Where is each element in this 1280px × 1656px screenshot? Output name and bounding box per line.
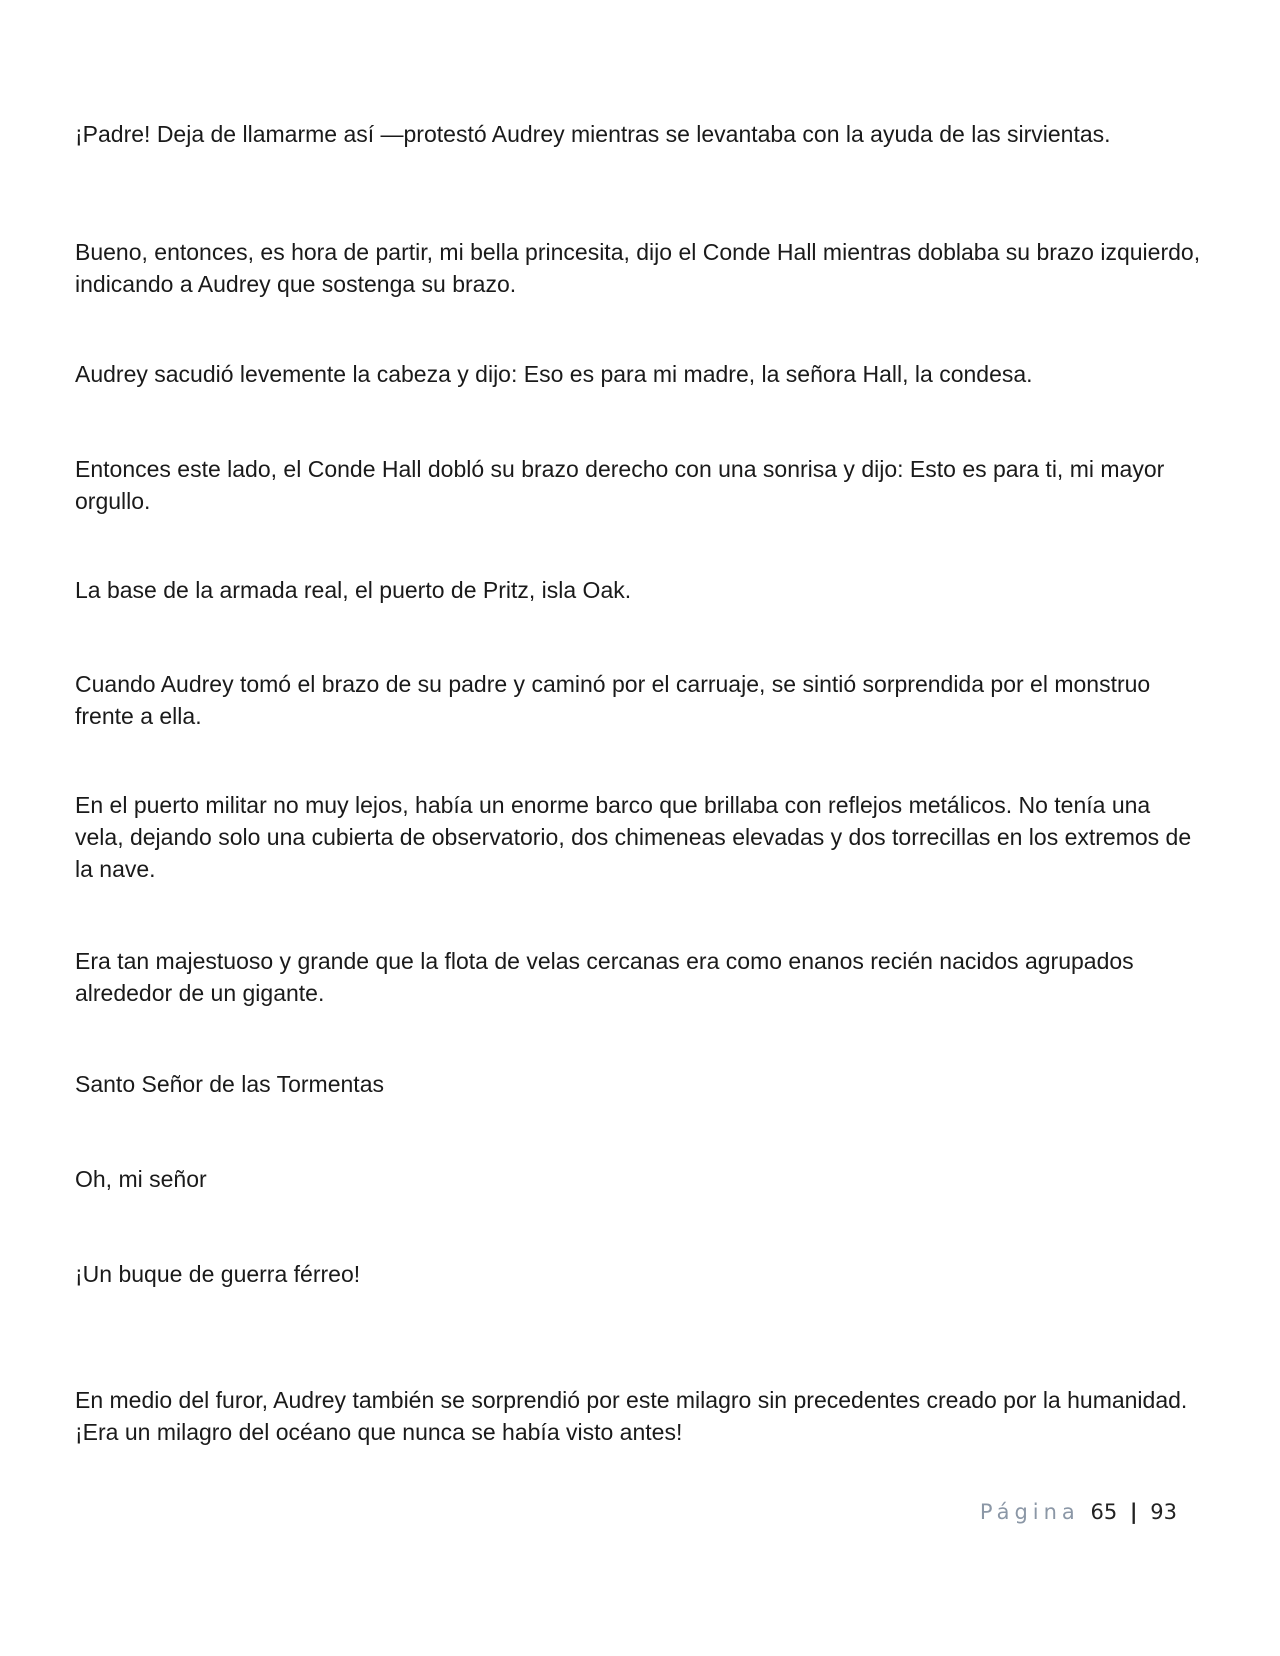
page-footer [980, 1500, 1177, 1524]
paragraph-5: La base de la armada real, el puerto de Pritz, isla Oak. [75, 577, 632, 603]
paragraph-10: Oh, mi señor [75, 1166, 207, 1192]
total-pages-number: 93 [1150, 1500, 1177, 1524]
paragraph-9: Santo Señor de las Tormentas [75, 1071, 384, 1097]
paragraph-12: En medio del furor, Audrey también se sorprendió por este milagro sin precedentes creado por la humanidad. ¡Era un milagro del océano que nunca se había visto antes! [75, 1387, 1188, 1445]
current-page-number: 65 [1090, 1500, 1118, 1524]
footer-separator: | [1129, 1500, 1138, 1524]
paragraph-1: ¡Padre! Deja de llamarme así —protestó Audrey mientras se levantaba con la ayuda de las sirvientas. [75, 121, 1111, 147]
footer-label: Página [979, 1500, 1080, 1524]
paragraph-2: Bueno, entonces, es hora de partir, mi bella princesita, dijo el Conde Hall mientras doblaba su brazo izquierdo, indicando a Audrey que sostenga su brazo. [75, 239, 1201, 297]
paragraph-4: Entonces este lado, el Conde Hall dobló su brazo derecho con una sonrisa y dijo: Esto es para ti, mi mayor orgullo. [75, 456, 1165, 514]
paragraph-7: En el puerto militar no muy lejos, había un enorme barco que brillaba con reflejos metálicos. No tenía una vela, dejando solo una cubierta de observatorio, dos chimeneas elevadas y dos torrecillas en los extremos de la nave. [75, 792, 1192, 882]
paragraph-3: Audrey sacudió levemente la cabeza y dijo: Eso es para mi madre, la señora Hall, la condesa. [75, 361, 1033, 387]
paragraph-8: Era tan majestuoso y grande que la flota de velas cercanas era como enanos recién nacidos agrupados alrededor de un gigante. [75, 948, 1134, 1006]
paragraph-6: Cuando Audrey tomó el brazo de su padre y caminó por el carruaje, se sintió sorprendida por el monstruo frente a ella. [75, 671, 1151, 729]
paragraph-11: ¡Un buque de guerra férreo! [75, 1261, 361, 1287]
